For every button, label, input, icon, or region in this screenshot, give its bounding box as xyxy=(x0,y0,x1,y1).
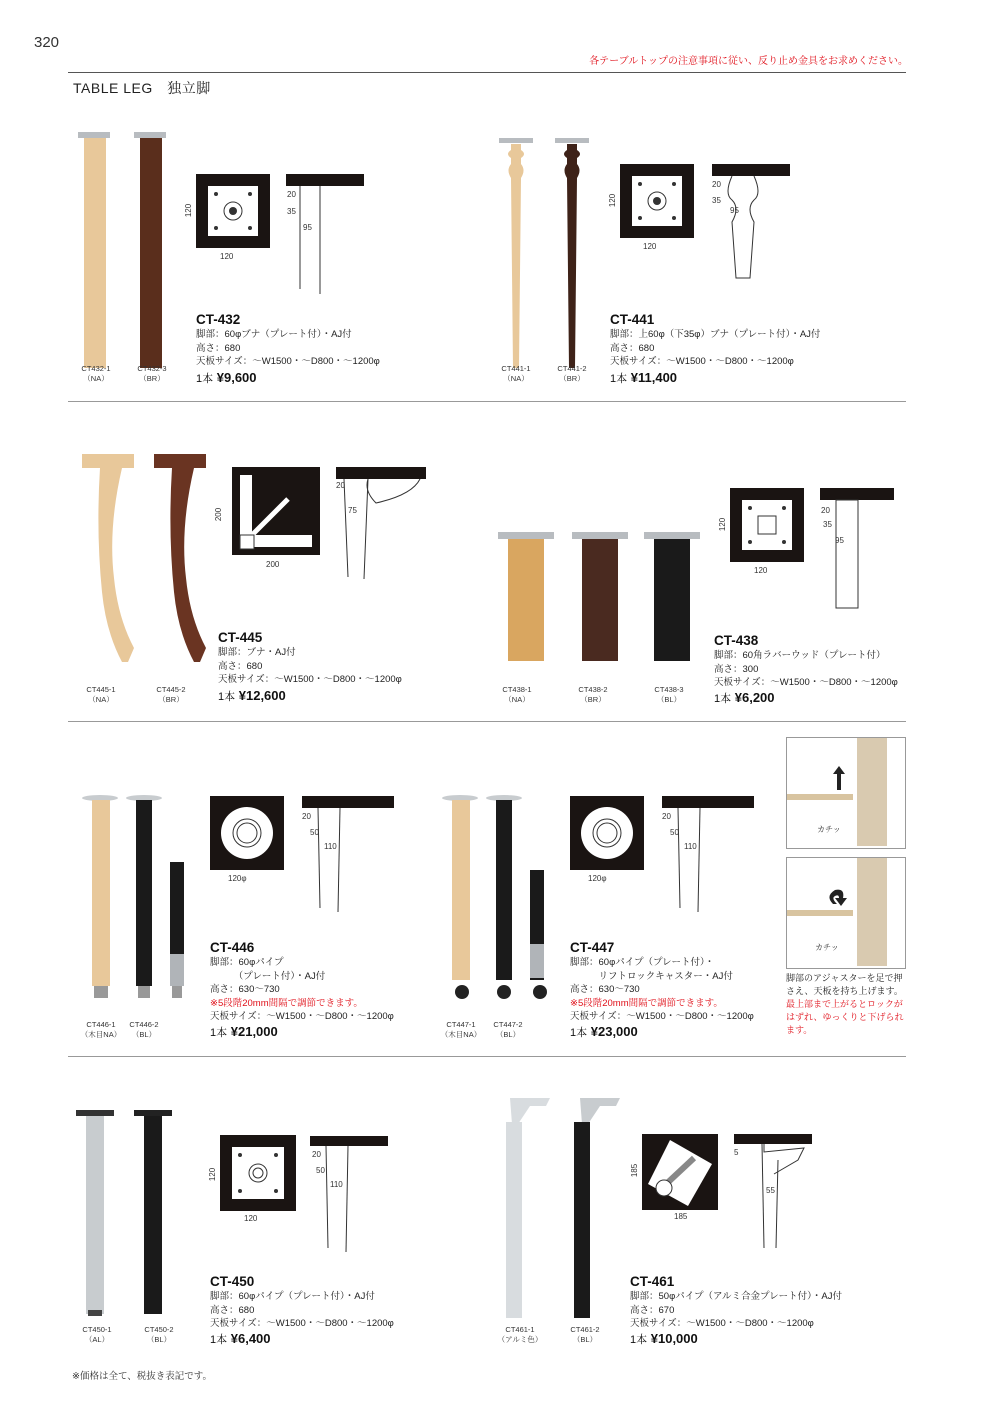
variant-label: CT438-2 （BR） xyxy=(578,685,608,704)
dim-d2: 35 xyxy=(712,196,721,205)
plate-diagram xyxy=(232,467,320,555)
leg-image-ct461 xyxy=(496,1094,636,1324)
dim-plate-w: 185 xyxy=(674,1212,688,1221)
dim-d2: 35 xyxy=(287,207,296,216)
plate-diagram xyxy=(642,1134,718,1210)
dim-d2: 50 xyxy=(670,828,679,837)
dim-plate-h: 120 xyxy=(718,517,728,532)
variant-label: CT438-3 （BL） xyxy=(654,685,684,704)
leg-image-ct432 xyxy=(72,130,192,375)
dim-d2: 50 xyxy=(310,828,319,837)
product-spec: 脚部：ブナ・AJ付 高さ：680 天板サイズ：～W1500・～D800・～1200φ xyxy=(218,647,402,685)
product-price: 1本 ¥10,000 xyxy=(630,1331,698,1346)
product-price: 1本 ¥11,400 xyxy=(610,370,678,385)
plate-diagram xyxy=(196,174,270,248)
product-code: CT-438 xyxy=(714,633,759,648)
product-price: 1本 ¥6,200 xyxy=(714,690,775,705)
dim-d3: 95 xyxy=(303,223,312,232)
page-number: 320 xyxy=(34,34,60,51)
product-code: CT-450 xyxy=(210,1274,255,1289)
variant-label: CT461-2 （BL） xyxy=(570,1325,600,1344)
variant-label: CT446-2 （BL） xyxy=(129,1020,159,1039)
dim-d1: 20 xyxy=(302,812,311,821)
variant-label: CT432-1 （NA） xyxy=(81,364,111,383)
dim-plate-h: 120 xyxy=(208,1167,218,1182)
dim-plate-w: 120 xyxy=(643,242,657,251)
variant-label: CT441-2 （BR） xyxy=(557,364,587,383)
click-label: カチッ xyxy=(815,943,839,952)
product-spec: 脚部：60φパイプ （プレート付）・AJ付 高さ：630～730 ※5段階20mm間隔で調節できます。 天板サイズ：～W1500・～D800・～1200φ xyxy=(210,957,394,1022)
dim-d2: 50 xyxy=(316,1166,325,1175)
product-spec: 脚部：60φパイプ（プレート付）・AJ付 高さ：680 天板サイズ：～W1500・～D800・～1200φ xyxy=(210,1291,394,1329)
product-price: 1本 ¥21,000 xyxy=(210,1024,278,1039)
variant-label: CT461-1 （アルミ色） xyxy=(497,1325,543,1344)
variant-label: CT445-2 （BR） xyxy=(156,685,186,704)
product-price: 1本 ¥23,000 xyxy=(570,1024,638,1039)
variant-label: CT447-2 （BL） xyxy=(493,1020,523,1039)
side-profile-diagram xyxy=(820,488,896,610)
plate-diagram xyxy=(210,796,284,870)
product-code: CT-441 xyxy=(610,312,655,327)
side-profile-diagram xyxy=(662,796,756,918)
dim-d3: 110 xyxy=(324,842,337,851)
section-title: TABLE LEG 独立脚 xyxy=(73,80,211,96)
dim-plate-w: 120φ xyxy=(228,874,247,883)
dim-plate-w: 120 xyxy=(220,252,234,261)
leg-image-ct445 xyxy=(78,450,218,670)
variant-label: CT441-1 （NA） xyxy=(501,364,531,383)
dim-d1: 20 xyxy=(336,481,345,490)
product-code: CT-432 xyxy=(196,312,241,327)
usage-instructions: 脚部のアジャスターを足で押さえ、天板を持ち上げます。最上部まで上がるとロックがはずれ、ゆっくりと下げられます。 xyxy=(786,973,904,1035)
dim-plate-w: 120 xyxy=(754,566,768,575)
dim-d1: 20 xyxy=(821,506,830,515)
dim-d3: 110 xyxy=(684,842,697,851)
plate-diagram xyxy=(220,1135,296,1211)
dim-d3: 95 xyxy=(835,536,844,545)
row-divider xyxy=(68,1056,906,1057)
variant-label: CT445-1 （NA） xyxy=(86,685,116,704)
plate-diagram xyxy=(570,796,644,870)
side-profile-diagram xyxy=(712,164,792,284)
variant-label: CT446-1 （木目NA） xyxy=(80,1020,122,1039)
product-price: 1本 ¥9,600 xyxy=(196,370,257,385)
leg-image-ct446 xyxy=(78,794,198,1006)
variant-label: CT447-1 （木目NA） xyxy=(440,1020,482,1039)
row-divider xyxy=(68,401,906,402)
side-profile-diagram xyxy=(310,1136,390,1258)
product-spec: 脚部：50φパイプ（アルミ合金プレート付）・AJ付 高さ：670 天板サイズ：～W1500・～D800・～1200φ xyxy=(630,1291,843,1329)
variant-label: CT432-3 （BR） xyxy=(137,364,167,383)
product-spec: 脚部：上60φ（下35φ）ブナ（プレート付）・AJ付 高さ：680 天板サイズ：～W1500・～D800・～1200φ xyxy=(610,329,821,367)
dim-d1: 20 xyxy=(662,812,671,821)
dim-d1: 20 xyxy=(287,190,296,199)
product-code: CT-447 xyxy=(570,940,615,955)
notice-text: 各テーブルトップの注意事項に従い、反り止め金具をお求めください。 xyxy=(589,56,908,67)
variant-label: CT450-1 （AL） xyxy=(82,1325,112,1344)
side-profile-diagram xyxy=(302,796,396,918)
dim-plate-w: 120 xyxy=(244,1214,258,1223)
dim-d1: 20 xyxy=(312,1150,321,1159)
product-code: CT-445 xyxy=(218,630,263,645)
plate-diagram xyxy=(620,164,694,238)
dim-plate-w: 120φ xyxy=(588,874,607,883)
dim-plate-h: 200 xyxy=(214,507,224,522)
row-divider xyxy=(68,721,906,722)
dim-d1: 5 xyxy=(734,1148,739,1157)
leg-image-ct447 xyxy=(438,794,558,1006)
footnote: ※価格は全て、税抜き表記です。 xyxy=(72,1371,213,1382)
side-profile-diagram xyxy=(336,467,428,587)
leg-image-ct450 xyxy=(74,1110,184,1320)
variant-label: CT450-2 （BL） xyxy=(144,1325,174,1344)
plate-diagram xyxy=(730,488,804,562)
click-label: カチッ xyxy=(817,825,841,834)
dim-plate-w: 200 xyxy=(266,560,280,569)
leg-image-ct441 xyxy=(495,136,605,372)
header-rule xyxy=(68,72,906,73)
dim-d3: 95 xyxy=(730,206,739,215)
product-price: 1本 ¥6,400 xyxy=(210,1331,271,1346)
variant-label: CT438-1 （NA） xyxy=(502,685,532,704)
dim-plate-h: 185 xyxy=(630,1163,640,1178)
dim-plate-h: 120 xyxy=(184,203,194,218)
usage-illustration-2 xyxy=(786,857,906,969)
dim-d1: 20 xyxy=(712,180,721,189)
product-price: 1本 ¥12,600 xyxy=(218,688,286,703)
product-code: CT-461 xyxy=(630,1274,675,1289)
dim-d2: 75 xyxy=(348,506,357,515)
dim-d3: 110 xyxy=(330,1180,343,1189)
dim-plate-h: 120 xyxy=(608,193,618,208)
side-profile-diagram xyxy=(286,174,366,304)
leg-image-ct438 xyxy=(496,530,702,664)
product-spec: 脚部：60角ラバーウッド（プレート付） 高さ：300 天板サイズ：～W1500・～D800・～1200φ xyxy=(714,650,898,688)
product-spec: 脚部：60φパイプ（プレート付）・ リフトロックキャスター・AJ付 高さ：630～730 ※5段階20mm間隔で調節できます。 天板サイズ：～W1500・～D800・～1200φ xyxy=(570,957,754,1022)
usage-illustration-1 xyxy=(786,737,906,849)
dim-d2: 55 xyxy=(766,1186,775,1195)
product-spec: 脚部：60φブナ（プレート付）・AJ付 高さ：680 天板サイズ：～W1500・～D800・～1200φ xyxy=(196,329,380,367)
dim-d2: 35 xyxy=(823,520,832,529)
product-code: CT-446 xyxy=(210,940,255,955)
